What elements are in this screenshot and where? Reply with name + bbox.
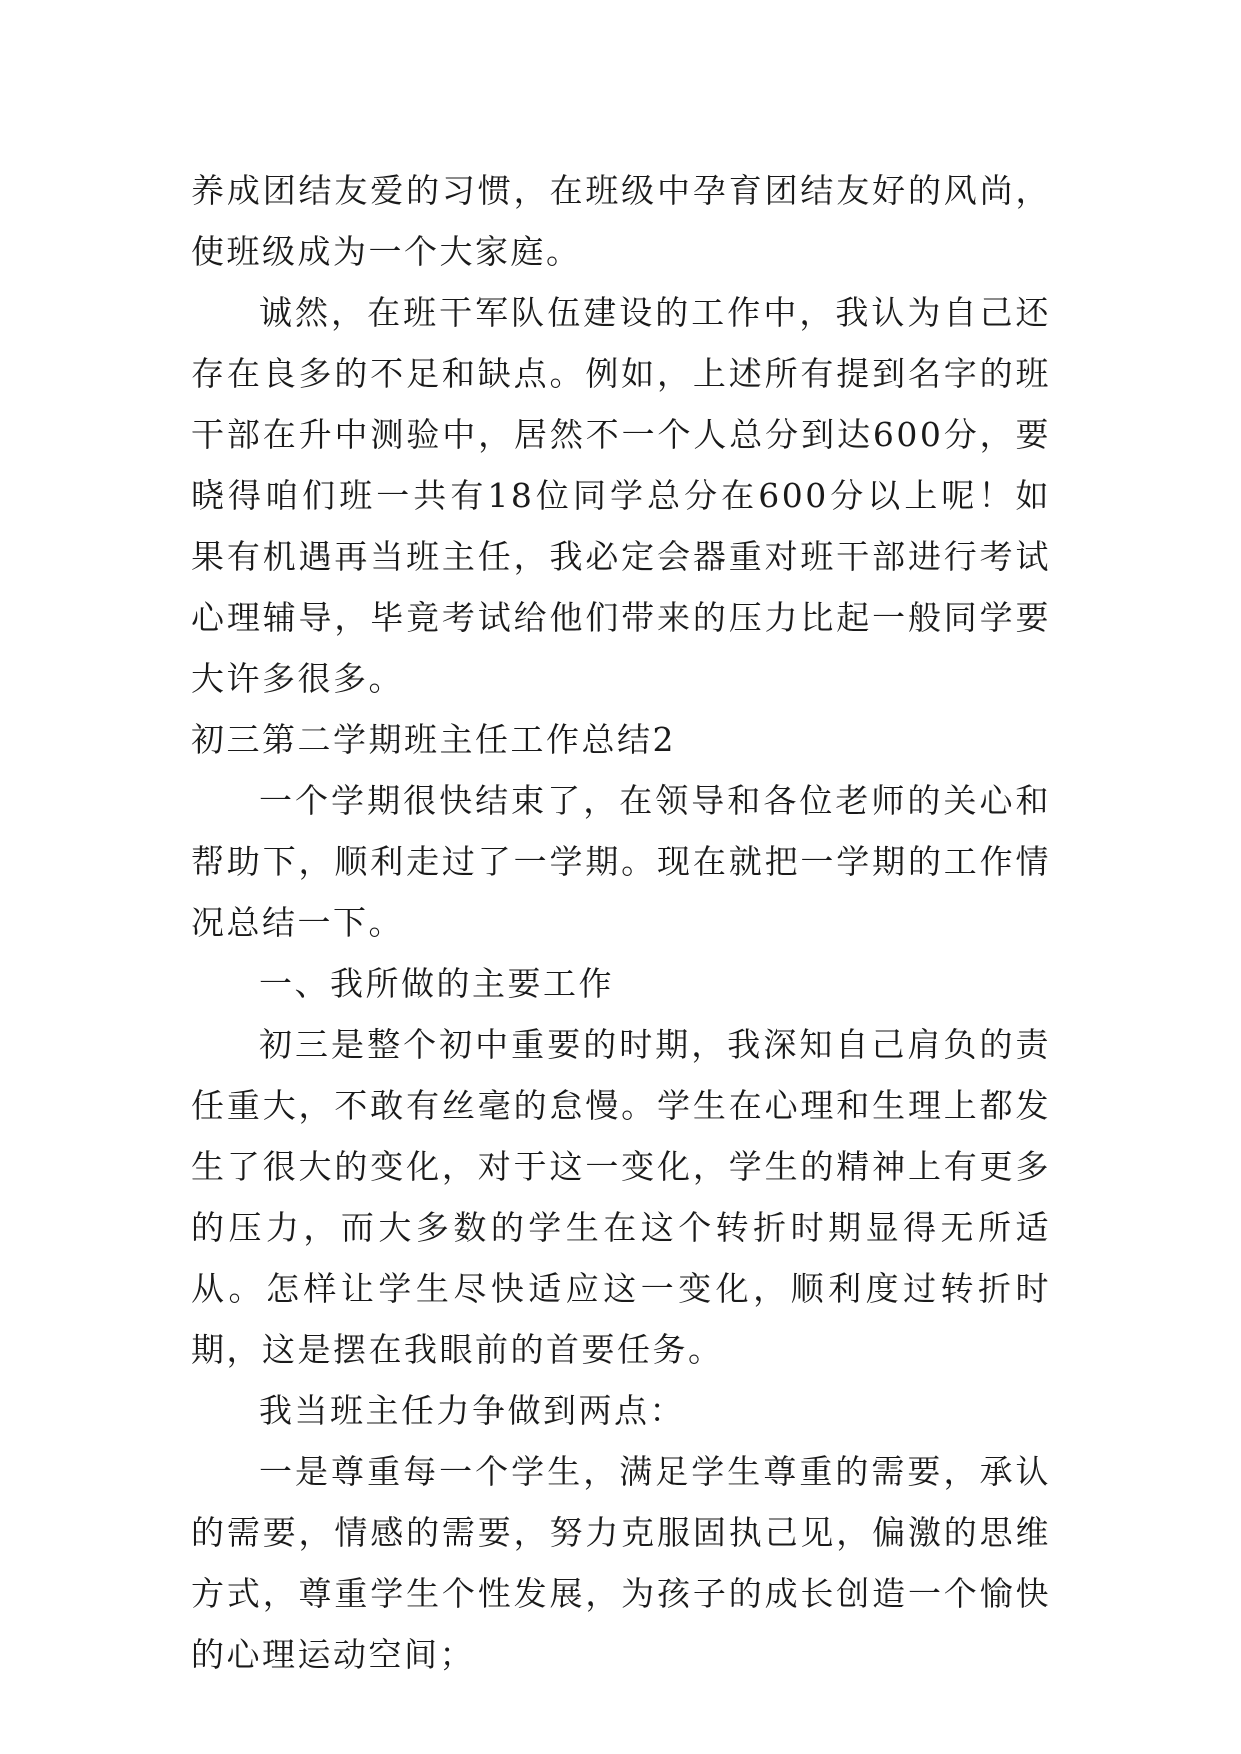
- paragraph: 诚然，在班干军队伍建设的工作中，我认为自己还存在良多的不足和缺点。例如，上述所有提到名字的班干部在升中测验中，居然不一个人总分到达600分，要晓得咱们班一共有18位同学总分在600分以上呢！如果有机遇再当班主任，我必定会器重对班干部进行考试心理辅导，毕竟考试给他们带来的压力比起一般同学要大许多很多。: [191, 293, 1051, 698]
- paragraph: 养成团结友爱的习惯，在班级中孕育团结友好的风尚，使班级成为一个大家庭。: [191, 171, 1051, 271]
- paragraph: 一个学期很快结束了，在领导和各位老师的关心和帮助下，顺利走过了一学期。现在就把一学期的工作情况总结一下。: [191, 781, 1051, 942]
- document-body: [191, 160, 1051, 1685]
- paragraph: 我当班主任力争做到两点：: [259, 1391, 685, 1430]
- paragraph: 一是尊重每一个学生，满足学生尊重的需要，承认的需要，情感的需要，努力克服固执己见，偏激的思维方式，尊重学生个性发展，为孩子的成长创造一个愉快的心理运动空间；: [191, 1452, 1051, 1674]
- subsection-heading: 一、我所做的主要工作: [259, 964, 614, 1003]
- section-heading: 初三第二学期班主任工作总结2: [191, 720, 676, 759]
- paragraph: 初三是整个初中重要的时期，我深知自己肩负的责任重大，不敢有丝毫的怠慢。学生在心理和生理上都发生了很大的变化，对于这一变化，学生的精神上有更多的压力，而大多数的学生在这个转折时期显得无所适从。怎样让学生尽快适应这一变化，顺利度过转折时期，这是摆在我眼前的首要任务。: [191, 1025, 1051, 1369]
